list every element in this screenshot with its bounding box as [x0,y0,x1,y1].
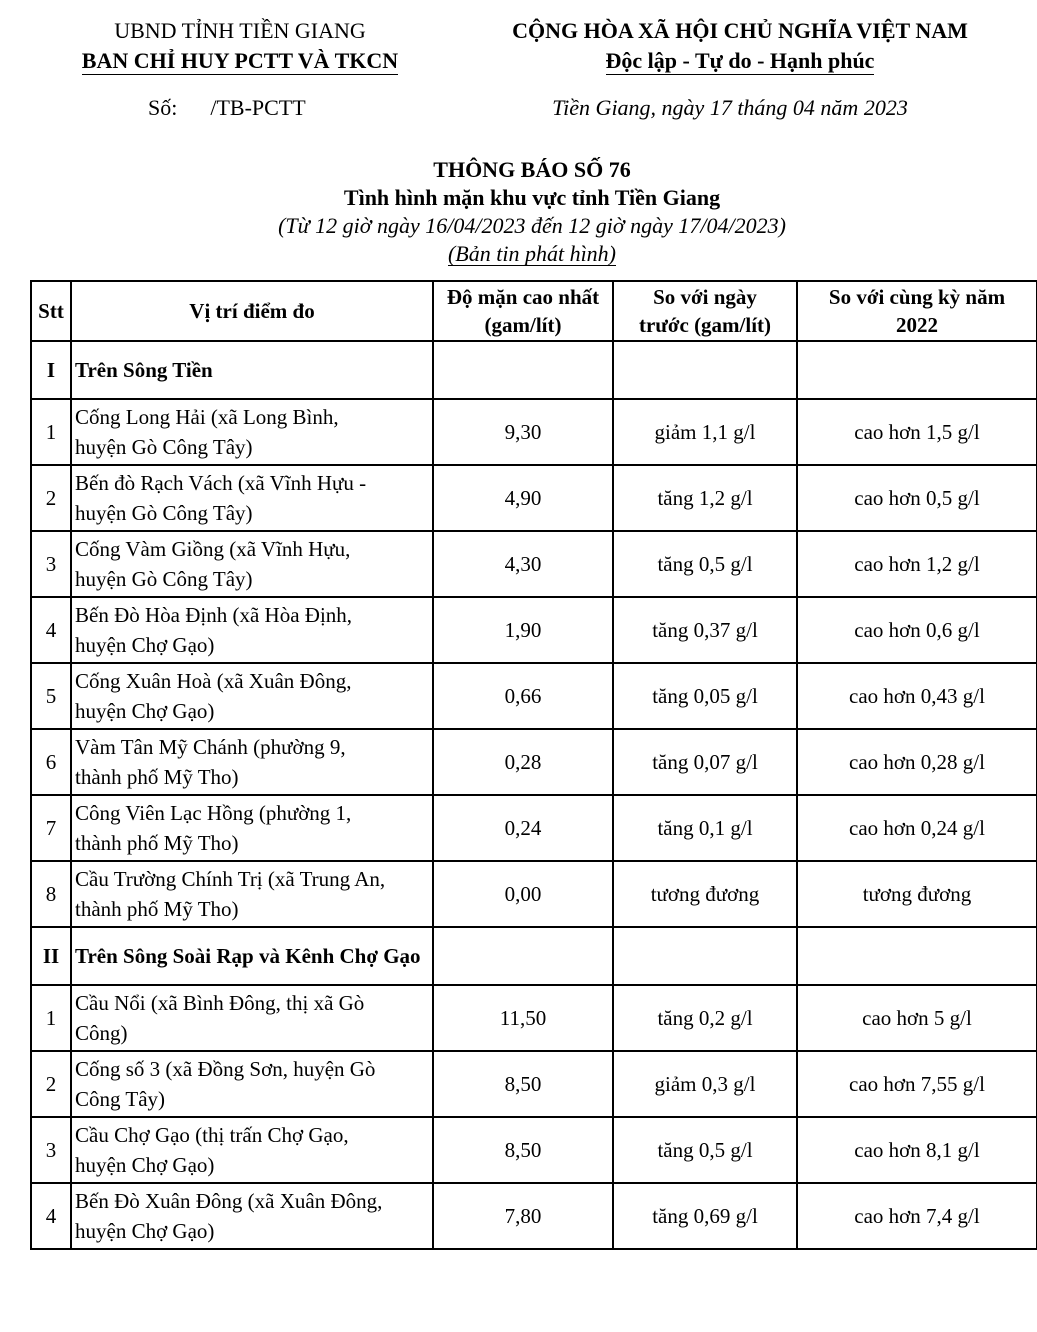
vs-previous-day-value: tăng 0,05 g/l [613,663,797,729]
location-line: huyện Chợ Gạo) [75,699,215,723]
location-cell [71,1117,433,1183]
location-line: Bến đò Rạch Vách (xã Vĩnh Hựu - [75,471,367,495]
group-number: II [31,927,71,985]
national-name: CỘNG HÒA XÃ HỘI CHỦ NGHĨA VIỆT NAM [512,18,968,43]
max-salinity-value: 0,24 [433,795,613,861]
max-salinity-value: 0,28 [433,729,613,795]
vs-previous-day-value: tăng 1,2 g/l [613,465,797,531]
max-salinity-value: 7,80 [433,1183,613,1249]
location-cell [71,399,433,465]
group-name: Trên Sông Tiền [71,341,433,399]
location-line: thành phố Mỹ Tho) [75,765,239,789]
location-cell [71,985,433,1051]
row-number: 4 [31,597,71,663]
table-row [31,465,1037,531]
row-number: 3 [31,531,71,597]
table-row [31,1117,1037,1183]
table-group-row [31,341,1037,399]
location-line: Cống Xuân Hoà (xã Xuân Đông, [75,669,352,693]
empty-cell [797,927,1037,985]
location-cell [71,1051,433,1117]
notice-period: (Từ 12 giờ ngày 16/04/2023 đến 12 giờ ngày 17/04/2023) [278,213,786,238]
location-cell [71,795,433,861]
max-salinity-value: 0,66 [433,663,613,729]
vs-same-period-value: cao hơn 7,55 g/l [797,1051,1037,1117]
max-salinity-value: 11,50 [433,985,613,1051]
notice-title-block [30,156,1034,268]
vs-previous-day-value: tăng 0,5 g/l [613,531,797,597]
row-number: 5 [31,663,71,729]
column-header-max-salinity: Độ mặn cao nhất (gam/lít) [433,281,613,341]
max-salinity-value: 8,50 [433,1117,613,1183]
table-row [31,531,1037,597]
location-line: huyện Gò Công Tây) [75,567,253,591]
location-line: huyện Gò Công Tây) [75,501,253,525]
row-number: 2 [31,465,71,531]
table-body [31,341,1037,1249]
row-number: 1 [31,399,71,465]
table-row [31,399,1037,465]
location-line: Công) [75,1021,128,1045]
notice-edition: (Bản tin phát hình) [447,241,617,266]
location-line: huyện Gò Công Tây) [75,435,253,459]
vs-previous-day-value: giảm 0,3 g/l [613,1051,797,1117]
location-cell [71,531,433,597]
location-line: huyện Chợ Gạo) [75,1219,215,1243]
document-number: Số: /TB-PCTT [148,95,306,120]
group-number: I [31,341,71,399]
vs-same-period-value: cao hơn 0,24 g/l [797,795,1037,861]
row-number: 8 [31,861,71,927]
empty-cell [433,927,613,985]
row-number: 7 [31,795,71,861]
empty-cell [797,341,1037,399]
vs-same-period-value: cao hơn 0,43 g/l [797,663,1037,729]
location-cell [71,663,433,729]
location-line: Bến Đò Xuân Đông (xã Xuân Đông, [75,1189,383,1213]
empty-cell [433,341,613,399]
vs-previous-day-value: tăng 0,5 g/l [613,1117,797,1183]
empty-cell [613,341,797,399]
location-line: Cầu Chợ Gạo (thị trấn Chợ Gạo, [75,1123,349,1147]
vs-same-period-value: tương đương [797,861,1037,927]
location-line: Công Viên Lạc Hồng (phường 1, [75,801,352,825]
row-number: 1 [31,985,71,1051]
vs-previous-day-value: tăng 0,37 g/l [613,597,797,663]
agency-subname: BAN CHỈ HUY PCTT VÀ TKCN [81,48,399,73]
vs-same-period-value: cao hơn 8,1 g/l [797,1117,1037,1183]
location-line: huyện Chợ Gạo) [75,1153,215,1177]
vs-same-period-value: cao hơn 1,2 g/l [797,531,1037,597]
vs-previous-day-value: giảm 1,1 g/l [613,399,797,465]
location-cell [71,1183,433,1249]
vs-same-period-value: cao hơn 0,28 g/l [797,729,1037,795]
location-line: Cầu Trường Chính Trị (xã Trung An, [75,867,386,891]
row-number: 2 [31,1051,71,1117]
table-row [31,985,1037,1051]
vs-previous-day-value: tăng 0,2 g/l [613,985,797,1051]
max-salinity-value: 9,30 [433,399,613,465]
max-salinity-value: 1,90 [433,597,613,663]
location-line: huyện Chợ Gạo) [75,633,215,657]
max-salinity-value: 0,00 [433,861,613,927]
table-row [31,1051,1037,1117]
salinity-table [30,280,1037,1250]
location-cell [71,465,433,531]
location-line: Cống số 3 (xã Đồng Sơn, huyện Gò [75,1057,376,1081]
column-header-stt: Stt [31,281,71,341]
table-row [31,795,1037,861]
row-number: 3 [31,1117,71,1183]
vs-previous-day-value: tăng 0,1 g/l [613,795,797,861]
column-header-vs-previous-day: So với ngày trước (gam/lít) [613,281,797,341]
empty-cell [613,927,797,985]
location-line: Cống Long Hải (xã Long Bình, [75,405,339,429]
location-line: Vàm Tân Mỹ Chánh (phường 9, [75,735,346,759]
location-line: Cống Vàm Giồng (xã Vĩnh Hựu, [75,537,351,561]
row-number: 6 [31,729,71,795]
max-salinity-value: 4,30 [433,531,613,597]
column-header-vs-same-period-2022: So với cùng kỳ năm 2022 [797,281,1037,341]
max-salinity-value: 4,90 [433,465,613,531]
agency-name: UBND TỈNH TIỀN GIANG [114,18,366,43]
location-line: Cầu Nổi (xã Bình Đông, thị xã Gò [75,991,365,1015]
table-row [31,1183,1037,1249]
location-line: thành phố Mỹ Tho) [75,897,239,921]
vs-previous-day-value: tương đương [613,861,797,927]
vs-same-period-value: cao hơn 0,5 g/l [797,465,1037,531]
vs-same-period-value: cao hơn 1,5 g/l [797,399,1037,465]
table-group-row [31,927,1037,985]
vs-previous-day-value: tăng 0,07 g/l [613,729,797,795]
vs-previous-day-value: tăng 0,69 g/l [613,1183,797,1249]
location-line: Công Tây) [75,1087,166,1111]
vs-same-period-value: cao hơn 5 g/l [797,985,1037,1051]
national-header [460,16,1020,76]
location-cell [71,861,433,927]
location-cell [71,597,433,663]
max-salinity-value: 8,50 [433,1051,613,1117]
location-line: thành phố Mỹ Tho) [75,831,239,855]
group-name: Trên Sông Soài Rạp và Kênh Chợ Gạo [71,927,433,985]
table-row [31,861,1037,927]
national-motto: Độc lập - Tự do - Hạnh phúc [605,48,875,73]
notice-title: THÔNG BÁO SỐ 76 [433,157,631,182]
table-row [31,663,1037,729]
place-and-date: Tiền Giang, ngày 17 tháng 04 năm 2023 [552,95,908,120]
table-row [31,597,1037,663]
location-cell [71,729,433,795]
column-header-location: Vị trí điểm đo [71,281,433,341]
notice-subtitle: Tình hình mặn khu vực tỉnh Tiền Giang [343,185,721,210]
table-row [31,729,1037,795]
agency-header [40,16,440,76]
table-header-row [31,281,1037,341]
row-number: 4 [31,1183,71,1249]
vs-same-period-value: cao hơn 0,6 g/l [797,597,1037,663]
location-line: Bến Đò Hòa Định (xã Hòa Định, [75,603,353,627]
vs-same-period-value: cao hơn 7,4 g/l [797,1183,1037,1249]
